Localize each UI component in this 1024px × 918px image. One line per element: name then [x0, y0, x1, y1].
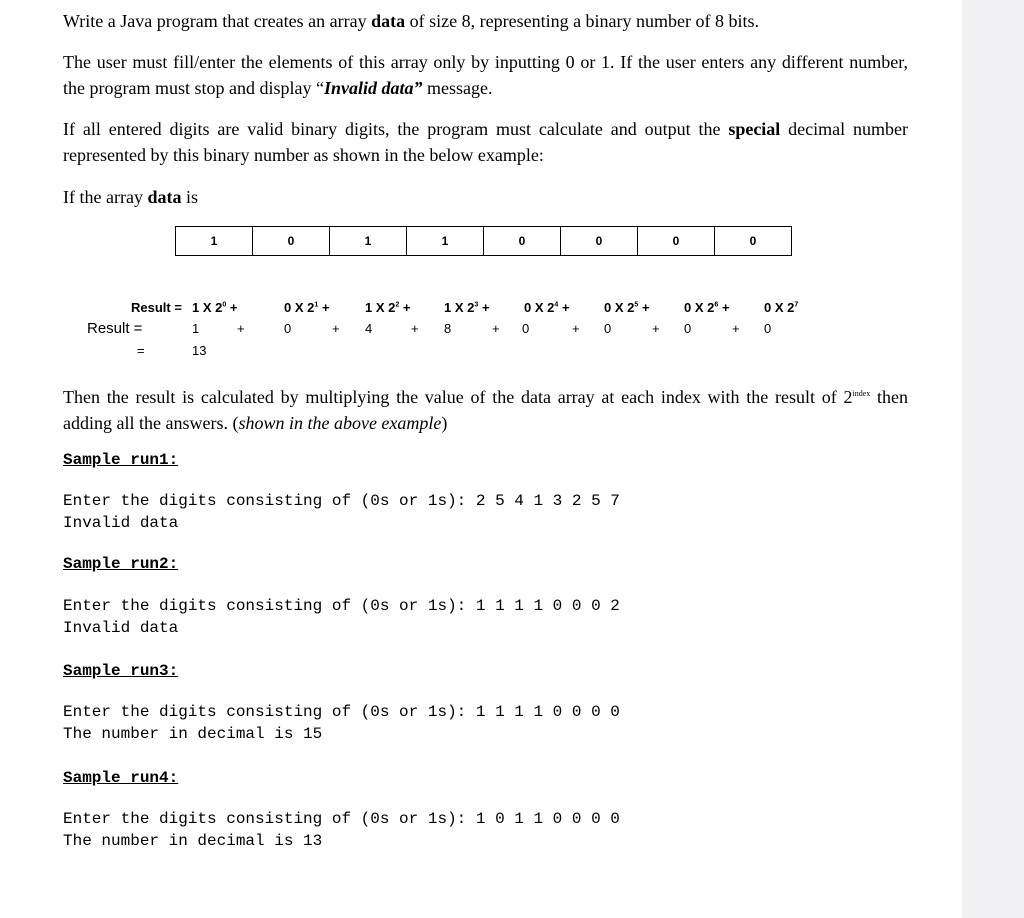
equals-sign: =	[137, 343, 145, 358]
explanation-text: Then the result is calculated by multiplying the value of the data array at each index with the result of 2	[63, 387, 853, 407]
intro-text: is	[181, 187, 198, 207]
term: 1 X $2^0$ +	[192, 300, 238, 315]
sample-input-line: Enter the digits consisting of (0s or 1s): 1 0 1 1 0 0 0 0	[63, 810, 620, 828]
array-name: data	[371, 11, 406, 31]
invalid-data-message: Invalid data”	[323, 78, 423, 98]
intro-paragraph-1	[63, 8, 908, 34]
special-word: special	[728, 119, 781, 139]
sample-run-label: Sample run2:	[63, 555, 179, 573]
array-cell: 0	[715, 227, 792, 256]
intro-paragraph-4	[63, 184, 908, 210]
product-value: 0	[764, 321, 772, 336]
array-cell: 0	[561, 227, 638, 256]
array-cell: 0	[638, 227, 715, 256]
sample-input-line: Enter the digits consisting of (0s or 1s): 1 1 1 1 0 0 0 0	[63, 703, 620, 721]
array-name: data	[147, 187, 182, 207]
explanation-text: )	[441, 413, 448, 433]
data-array-table	[175, 226, 792, 256]
array-cell: 1	[330, 227, 407, 256]
plus-sign: +	[492, 321, 500, 336]
intro-text: The user must fill/enter the elements of this array only by inputting 0 or 1. If the user enters any different number, the program must stop and display “	[63, 52, 908, 98]
sample-output-line: The number in decimal is 13	[63, 832, 323, 850]
array-cell: 1	[176, 227, 253, 256]
sample-input-line: Enter the digits consisting of (0s or 1s): 1 1 1 1 0 0 0 2	[63, 597, 620, 615]
term: 1 X $2^2$ +	[365, 300, 411, 315]
intro-paragraph-3	[63, 116, 908, 168]
intro-paragraph-2	[63, 49, 908, 101]
term: 0 X $2^5$ +	[604, 300, 650, 315]
term: 0 X $2^7$	[764, 300, 799, 315]
explanation-italic: shown in the above example	[238, 413, 442, 433]
viewer-background	[962, 0, 1024, 918]
product-value: 8	[444, 321, 452, 336]
product-value: 0	[522, 321, 530, 336]
result-label-bold: Result =	[131, 300, 182, 315]
array-cell: 1	[407, 227, 484, 256]
explanation-text: then adding all the answers. (	[63, 387, 908, 433]
plus-sign: +	[411, 321, 419, 336]
result-value: 13	[192, 343, 207, 358]
intro-text: If all entered digits are valid binary digits, the program must calculate and output the	[63, 119, 729, 139]
term: 0 X $2^1$ +	[284, 300, 330, 315]
array-row	[176, 227, 792, 256]
index-superscript: index	[852, 389, 871, 398]
product-value: 1	[192, 321, 200, 336]
plus-sign: +	[237, 321, 245, 336]
sample-output-line: Invalid data	[63, 619, 179, 637]
array-cell: 0	[484, 227, 561, 256]
plus-sign: +	[572, 321, 580, 336]
sample-output-line: The number in decimal is 15	[63, 725, 323, 743]
product-value: 0	[604, 321, 612, 336]
plus-sign: +	[332, 321, 340, 336]
sample-run-label: Sample run1:	[63, 451, 179, 469]
term: 0 X $2^6$ +	[684, 300, 730, 315]
term: 0 X $2^4$ +	[524, 300, 570, 315]
sample-run-label: Sample run3:	[63, 662, 179, 680]
product-value: 0	[684, 321, 692, 336]
intro-text: If the array	[63, 187, 148, 207]
array-cell: 0	[253, 227, 330, 256]
sample-output-line: Invalid data	[63, 514, 179, 532]
intro-text: Write a Java program that creates an array	[63, 11, 372, 31]
sample-input-line: Enter the digits consisting of (0s or 1s): 2 5 4 1 3 2 5 7	[63, 492, 620, 510]
plus-sign: +	[652, 321, 660, 336]
product-value: 0	[284, 321, 292, 336]
term: 1 X $2^3$ +	[444, 300, 490, 315]
intro-text: of size 8, representing a binary number of 8 bits.	[405, 11, 760, 31]
product-value: 4	[365, 321, 373, 336]
explanation-paragraph	[63, 381, 908, 436]
plus-sign: +	[732, 321, 740, 336]
intro-text: message.	[422, 78, 493, 98]
result-label: Result =	[87, 320, 143, 337]
intro-text: decimal number represented by this binary number as shown in the below example:	[63, 119, 908, 165]
sample-run-label: Sample run4:	[63, 769, 179, 787]
